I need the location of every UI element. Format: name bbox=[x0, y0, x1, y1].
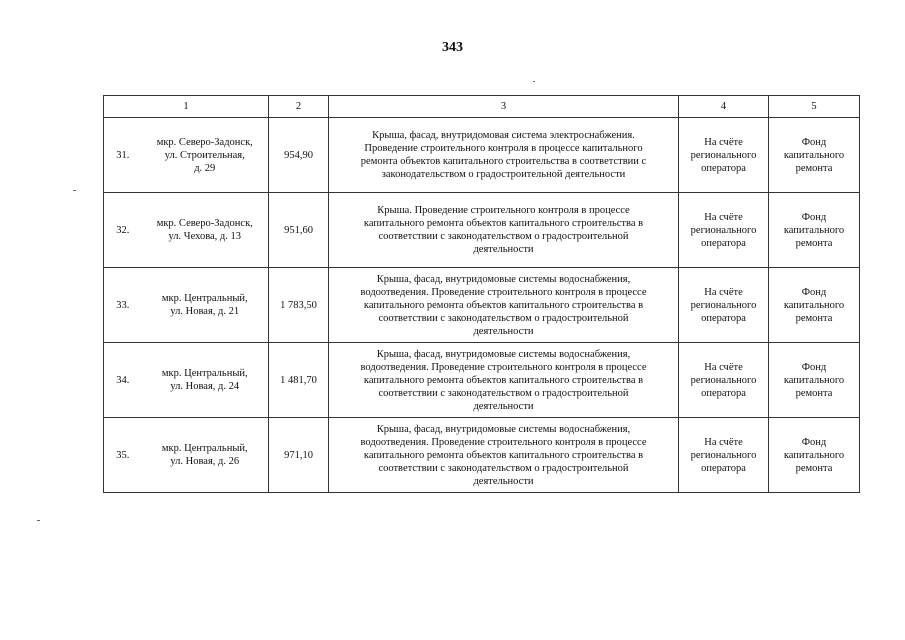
row-area: 954,90 bbox=[269, 118, 329, 193]
text-line: оператора bbox=[701, 162, 746, 174]
row-address bbox=[142, 268, 269, 343]
text-line: капитального ремонта объектов капитального строительства в bbox=[363, 299, 644, 311]
text-line: Фонд bbox=[801, 361, 827, 373]
row-address bbox=[142, 193, 269, 268]
text-line: деятельности bbox=[473, 244, 534, 255]
row-address bbox=[142, 118, 269, 193]
text-line: мкр. Северо-Задонск, bbox=[156, 136, 253, 148]
repair-table bbox=[103, 95, 860, 493]
text-line: регионального bbox=[690, 374, 757, 386]
text-line: Фонд bbox=[801, 286, 827, 298]
text-line: ул. Новая, д. 26 bbox=[170, 456, 240, 467]
text-line: ремонта bbox=[795, 162, 833, 174]
text-line: ремонта объектов капитального строительства в соответствии с bbox=[360, 156, 647, 167]
text-line: На счёте bbox=[704, 286, 743, 298]
header-col-2: 2 bbox=[269, 96, 329, 118]
row-number: 34. bbox=[104, 343, 142, 418]
row-number: 31. bbox=[104, 118, 142, 193]
row-work-description bbox=[329, 193, 679, 268]
text-line: мкр. Центральный, bbox=[161, 368, 248, 379]
table-body bbox=[104, 96, 860, 493]
text-line: На счёте bbox=[704, 136, 743, 148]
header-col-4: 4 bbox=[679, 96, 769, 118]
text-line: ул. Чехова, д. 13 bbox=[168, 231, 242, 242]
text-line: капитального bbox=[783, 374, 845, 386]
row-account bbox=[679, 268, 769, 343]
text-line: соответствии с законодательством о градостроительной bbox=[378, 312, 629, 324]
table-row bbox=[104, 193, 860, 268]
text-line: соответствии с законодательством о градостроительной bbox=[378, 462, 629, 474]
text-line: Фонд bbox=[801, 136, 827, 148]
text-line: капитального bbox=[783, 149, 845, 161]
text-line: ремонта bbox=[795, 462, 833, 474]
text-line: капитального bbox=[783, 224, 845, 236]
text-line: капитального bbox=[783, 449, 845, 461]
text-line: ремонта bbox=[795, 237, 833, 249]
row-fund bbox=[769, 268, 860, 343]
table-row bbox=[104, 418, 860, 493]
row-work-description bbox=[329, 418, 679, 493]
scan-speck bbox=[73, 190, 76, 191]
text-line: водоотведения. Проведение строительного контроля в процессе bbox=[360, 361, 647, 373]
text-line: водоотведения. Проведение строительного контроля в процессе bbox=[360, 286, 647, 298]
text-line: Крыша. Проведение строительного контроля в процессе bbox=[377, 205, 630, 216]
text-line: капитального bbox=[783, 299, 845, 311]
text-line: Проведение строительного контроля в процессе капитального bbox=[364, 143, 643, 154]
text-line: соответствии с законодательством о градостроительной bbox=[378, 231, 629, 242]
text-line: капитального ремонта объектов капитального строительства в bbox=[363, 449, 644, 461]
text-line: На счёте bbox=[704, 211, 743, 223]
header-col-3: 3 bbox=[329, 96, 679, 118]
text-line: соответствии с законодательством о градостроительной bbox=[378, 387, 629, 399]
text-line: оператора bbox=[701, 387, 746, 399]
header-col-1: 1 bbox=[104, 96, 269, 118]
text-line: регионального bbox=[690, 299, 757, 311]
text-line: деятельности bbox=[473, 325, 534, 337]
text-line: законодательством о градостроительной деятельности bbox=[381, 169, 626, 180]
header-col-5: 5 bbox=[769, 96, 860, 118]
row-address bbox=[142, 418, 269, 493]
text-line: мкр. Центральный, bbox=[161, 443, 248, 454]
text-line: водоотведения. Проведение строительного контроля в процессе bbox=[360, 436, 647, 448]
row-fund bbox=[769, 118, 860, 193]
row-account bbox=[679, 118, 769, 193]
text-line: Крыша, фасад, внутридомовая система электроснабжения. bbox=[372, 130, 635, 141]
text-line: оператора bbox=[701, 237, 746, 249]
row-work-description bbox=[329, 343, 679, 418]
row-account bbox=[679, 193, 769, 268]
text-line: деятельности bbox=[473, 475, 534, 487]
row-area: 1 481,70 bbox=[269, 343, 329, 418]
scan-speck bbox=[533, 81, 535, 82]
text-line: ул. Новая, д. 24 bbox=[170, 381, 240, 392]
text-line: регионального bbox=[690, 149, 757, 161]
text-line: оператора bbox=[701, 312, 746, 324]
row-fund bbox=[769, 343, 860, 418]
text-line: ул. Новая, д. 21 bbox=[170, 306, 240, 317]
row-account bbox=[679, 418, 769, 493]
text-line: мкр. Центральный, bbox=[161, 293, 248, 304]
text-line: деятельности bbox=[473, 400, 534, 412]
row-number: 33. bbox=[104, 268, 142, 343]
text-line: оператора bbox=[701, 462, 746, 474]
scan-speck bbox=[37, 520, 40, 521]
text-line: Фонд bbox=[801, 211, 827, 223]
text-line: Крыша, фасад, внутридомовые системы водоснабжения, bbox=[376, 273, 631, 285]
text-line: ул. Строительная, bbox=[164, 149, 245, 161]
text-line: капитального ремонта объектов капитального строительства в bbox=[363, 218, 644, 229]
row-number: 35. bbox=[104, 418, 142, 493]
text-line: На счёте bbox=[704, 436, 743, 448]
page-number: 343 bbox=[442, 40, 463, 55]
table-row bbox=[104, 268, 860, 343]
text-line: Крыша, фасад, внутридомовые системы водоснабжения, bbox=[376, 423, 631, 435]
text-line: ремонта bbox=[795, 312, 833, 324]
row-area: 971,10 bbox=[269, 418, 329, 493]
text-line: капитального ремонта объектов капитального строительства в bbox=[363, 374, 644, 386]
row-area: 1 783,50 bbox=[269, 268, 329, 343]
row-address bbox=[142, 343, 269, 418]
row-work-description bbox=[329, 268, 679, 343]
row-fund bbox=[769, 193, 860, 268]
text-line: Фонд bbox=[801, 436, 827, 448]
row-fund bbox=[769, 418, 860, 493]
text-line: Крыша, фасад, внутридомовые системы водоснабжения, bbox=[376, 348, 631, 360]
text-line: мкр. Северо-Задонск, bbox=[156, 218, 253, 229]
text-line: регионального bbox=[690, 449, 757, 461]
table-header-row bbox=[104, 96, 860, 118]
row-work-description bbox=[329, 118, 679, 193]
text-line: д. 29 bbox=[194, 162, 216, 174]
row-account bbox=[679, 343, 769, 418]
row-area: 951,60 bbox=[269, 193, 329, 268]
table-row bbox=[104, 118, 860, 193]
text-line: ремонта bbox=[795, 387, 833, 399]
table-row bbox=[104, 343, 860, 418]
text-line: На счёте bbox=[704, 361, 743, 373]
row-number: 32. bbox=[104, 193, 142, 268]
text-line: регионального bbox=[690, 224, 757, 236]
